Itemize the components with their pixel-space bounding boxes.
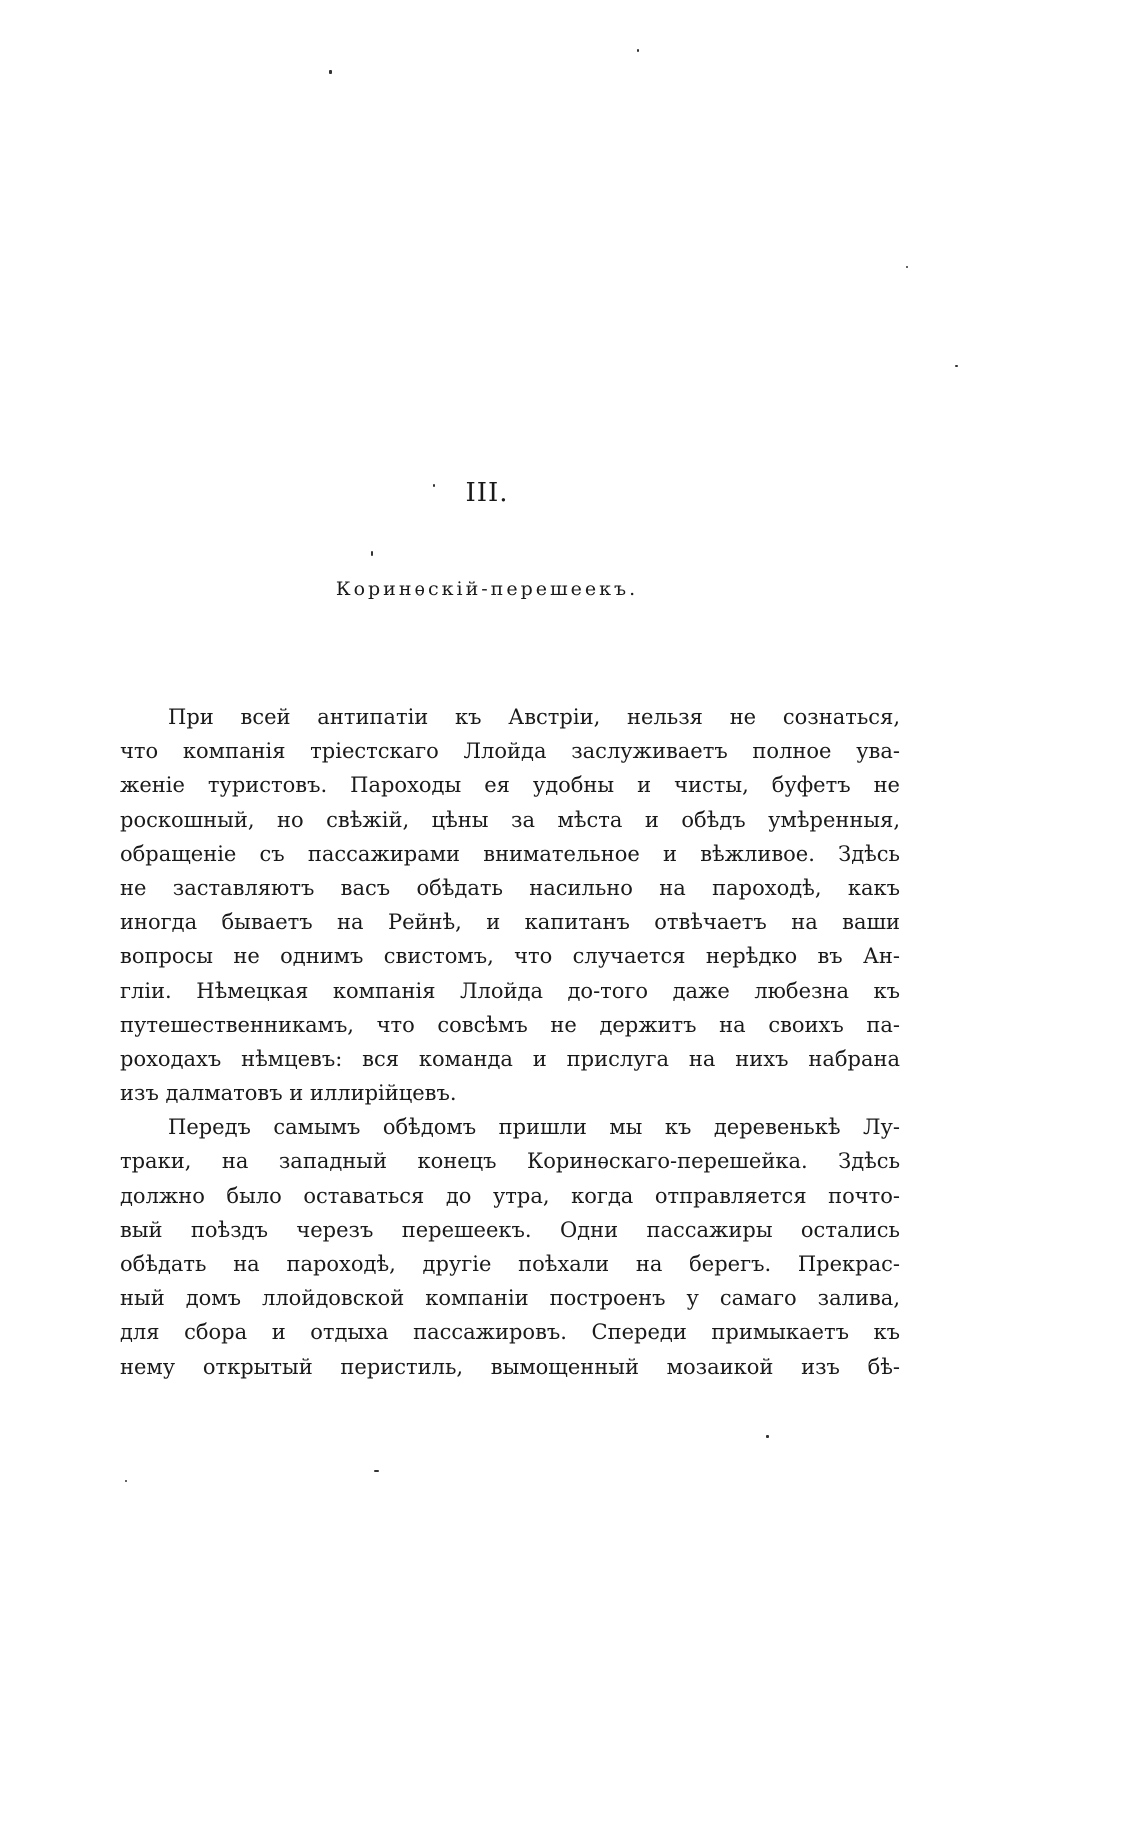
text-line: должно было оставаться до утра, когда отправляется почто- (120, 1183, 900, 1208)
print-speck (371, 551, 373, 556)
paragraph-1 (120, 700, 900, 1110)
print-speck (955, 365, 958, 367)
text-line: что компанія тріестскаго Ллойда заслуживаетъ полное ува- (120, 739, 900, 764)
text-line: роходахъ нѣмцевъ: вся команда и прислуга на нихъ набрана (120, 1046, 900, 1071)
print-speck (329, 70, 332, 74)
text-line: гліи. Нѣмецкая компанія Ллойда до-того даже любезна къ (120, 978, 900, 1003)
text-line: траки, на западный конецъ Коринѳскаго-перешейка. Здѣсь (120, 1149, 900, 1174)
body-text (120, 700, 900, 1384)
text-line: вопросы не однимъ свистомъ, что случается нерѣдко въ Ан- (120, 944, 900, 969)
text-line: путешественникамъ, что совсѣмъ не держитъ на своихъ па- (120, 1012, 900, 1037)
chapter-number: III. (465, 478, 509, 508)
print-speck (637, 49, 639, 52)
print-speck (906, 266, 908, 268)
text-line: нему открытый перистиль, вымощенный мозаикой изъ бѣ- (120, 1354, 900, 1379)
text-line: обращеніе съ пассажирами внимательное и вѣжливое. Здѣсь (120, 841, 900, 866)
text-line: изъ далматовъ и иллирійцевъ. (120, 1081, 457, 1106)
text-line: для сбора и отдыха пассажировъ. Спереди примыкаетъ къ (120, 1320, 900, 1345)
text-line: женіе туристовъ. Пароходы ея удобны и чисты, буфетъ не (120, 773, 900, 798)
text-line: При всей антипатіи къ Австріи, нельзя не сознаться, (168, 705, 900, 729)
text-line: ный домъ ллойдовской компаніи построенъ у самаго залива, (120, 1286, 900, 1311)
text-line: роскошный, но свѣжій, цѣны за мѣста и обѣдъ умѣренныя, (120, 807, 900, 832)
print-speck (374, 1470, 379, 1472)
paragraph-2 (120, 1110, 900, 1384)
text-line: не заставляютъ васъ обѣдать насильно на пароходѣ, какъ (120, 875, 900, 900)
text-line: обѣдать на пароходѣ, другіе поѣхали на берегъ. Прекрас- (120, 1252, 900, 1276)
print-speck (766, 1435, 769, 1438)
text-line: вый поѣздъ черезъ перешеекъ. Одни пассажиры остались (120, 1217, 900, 1242)
text-line: Передъ самымъ обѣдомъ пришли мы къ деревенькѣ Лу- (168, 1115, 900, 1140)
print-speck (125, 1480, 127, 1482)
chapter-title: Коринѳскій-перешеекъ. (335, 578, 639, 600)
text-line: иногда бываетъ на Рейнѣ, и капитанъ отвѣчаетъ на ваши (120, 910, 900, 935)
